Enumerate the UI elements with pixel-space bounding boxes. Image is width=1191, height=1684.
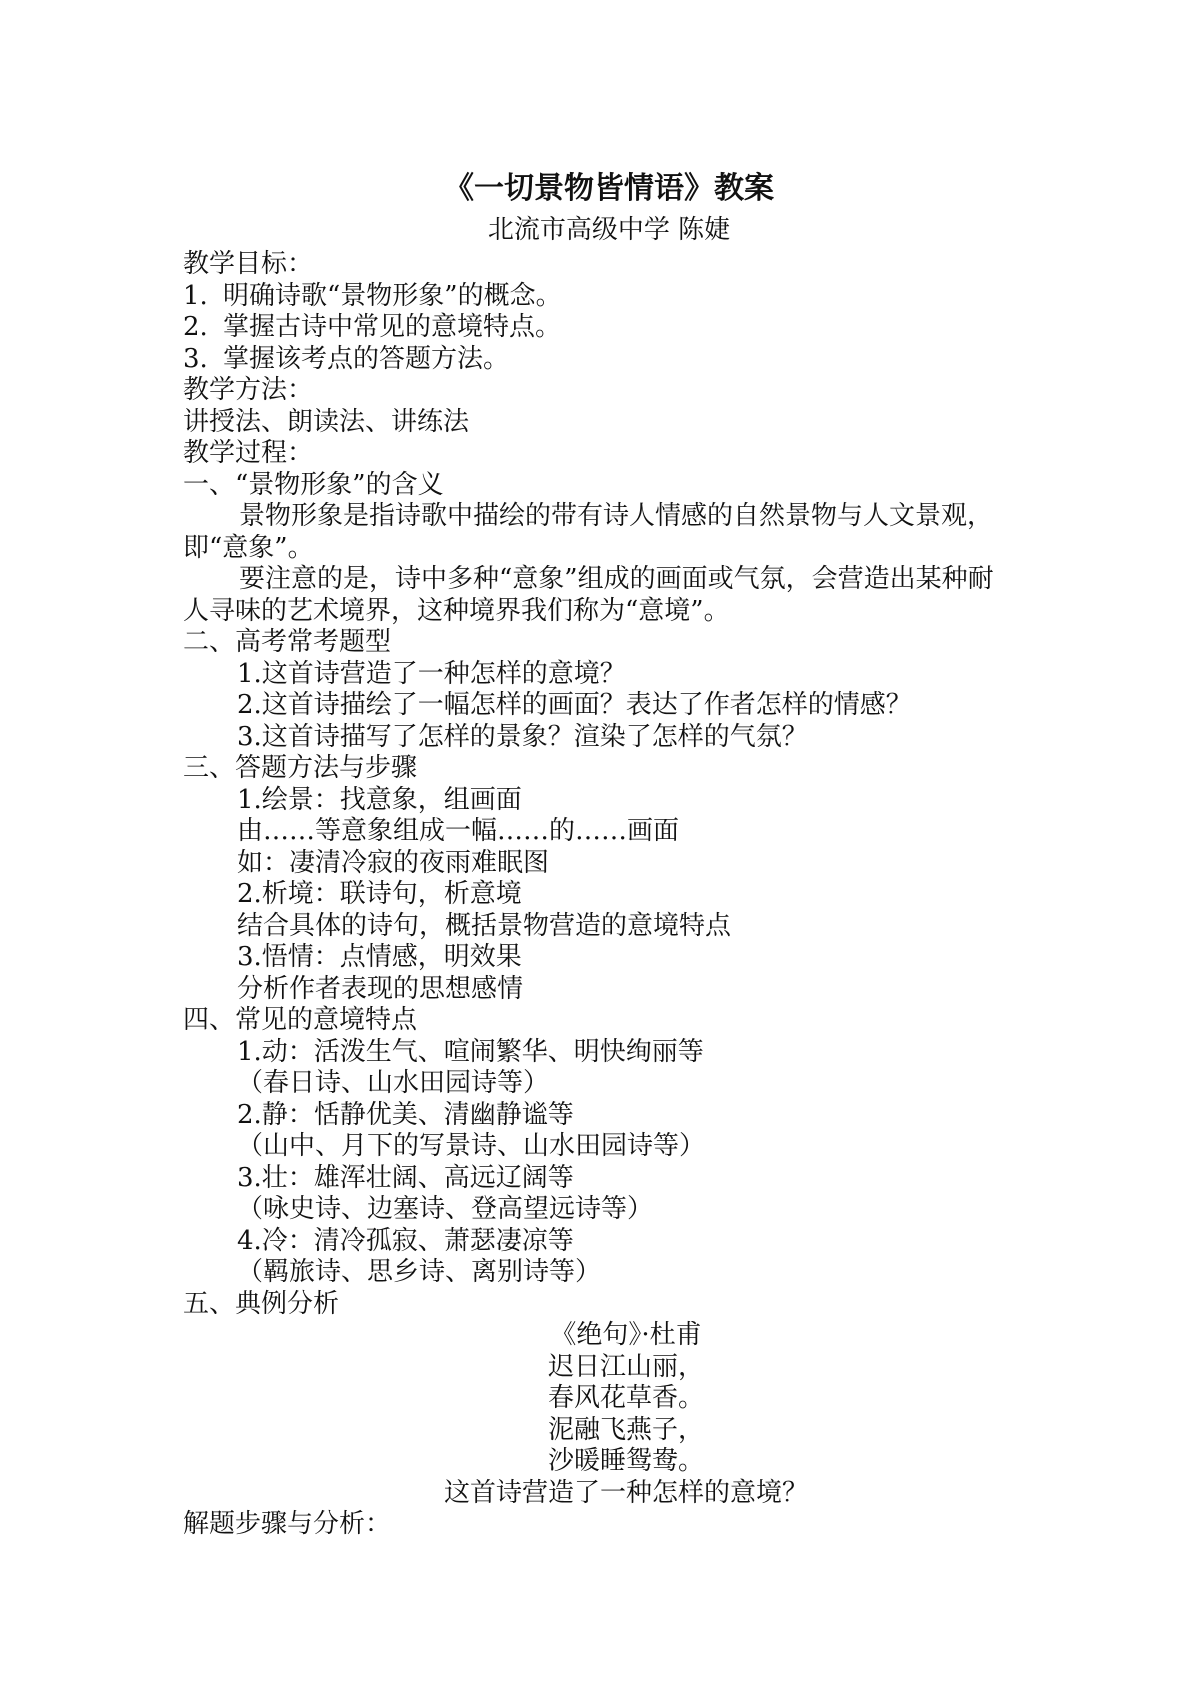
method-step-line: 结合具体的诗句，概括景物营造的意境特点 [237,910,732,941]
section4-heading: 四、常见的意境特点 [183,1005,418,1035]
method-step-line: 分析作者表现的思想感情 [237,973,524,1004]
poem-title: 《绝句》·杜甫 [550,1320,702,1350]
question-type-item: 2.这首诗描绘了一幅怎样的画面？表达了作者怎样的情感？ [237,690,912,720]
mood-feature-line: （羁旅诗、思乡诗、离别诗等） [237,1257,602,1287]
objective-text: 掌握古诗中常见的意境特点。 [223,312,562,342]
objective-number: 2. [183,312,208,342]
method-step-line: 如：凄清冷寂的夜雨难眠图 [237,847,550,878]
objective-text: 明确诗歌“景物形象”的概念。 [223,280,562,311]
mood-feature-line: （咏史诗、边塞诗、登高望远诗等） [237,1194,654,1224]
mood-feature-line: 1.动：活泼生气、喧闹繁华、明快绚丽等 [237,1036,704,1067]
methods-text: 讲授法、朗读法、讲练法 [183,406,470,437]
mood-feature-line: 3.壮：雄浑壮阔、高远辽阔等 [237,1162,574,1193]
question-type-item: 1.这首诗营造了一种怎样的意境？ [237,658,626,689]
mood-feature-line: 2.静：恬静优美、清幽静谧等 [237,1099,574,1130]
section5-heading: 五、典例分析 [183,1288,340,1319]
example-question: 这首诗营造了一种怎样的意境？ [443,1477,808,1508]
document-body [183,168,1003,1541]
method-step-line: 1.绘景：找意象，组画面 [237,784,522,815]
objectives-heading: 教学目标： [183,249,314,279]
analysis-heading: 解题步骤与分析： [183,1509,392,1539]
mood-feature-line: 4.冷：清冷孤寂、萧瑟凄凉等 [237,1225,574,1256]
poem-line: 沙暖睡鸳鸯。 [547,1446,704,1476]
section1-heading: 一、“景物形象”的含义 [183,469,444,500]
section1-paragraph: 景物形象是指诗歌中描绘的带有诗人情感的自然景物与人文景观，即“意象”。 [183,501,994,563]
objective-item [183,344,1003,376]
method-step-line: 3.悟情：点情感，明效果 [237,942,522,972]
poem-line: 迟日江山丽， [547,1351,704,1382]
method-step-line: 2.析境：联诗句，析意境 [237,879,522,909]
process-heading: 教学过程： [183,438,314,468]
objective-item [183,312,1003,344]
document-title: 《一切景物皆情语》教案 [444,171,774,206]
section2-heading: 二、高考常考题型 [183,627,392,657]
objective-number: 1. [183,280,208,311]
question-type-item: 3.这首诗描写了怎样的景象？渲染了怎样的气氛？ [237,721,808,752]
objective-text: 掌握该考点的答题方法。 [223,343,510,374]
objective-number: 3. [183,343,208,374]
objective-item [183,281,1003,313]
methods-heading: 教学方法： [183,375,314,405]
section1-paragraph: 要注意的是，诗中多种“意象”组成的画面或气氛，会营造出某种耐人寻味的艺术境界，这种境界我们称为“意境”。 [183,564,994,626]
poem-line: 泥融飞燕子， [547,1414,704,1445]
mood-feature-line: （春日诗、山水田园诗等） [237,1068,550,1098]
section3-heading: 三、答题方法与步骤 [183,753,418,783]
poem-line: 春风花草香。 [547,1383,704,1413]
mood-feature-line: （山中、月下的写景诗、山水田园诗等） [237,1131,706,1161]
method-step-line: 由……等意象组成一幅……的……画面 [237,816,680,846]
document-author: 北流市高级中学 陈婕 [487,215,731,245]
